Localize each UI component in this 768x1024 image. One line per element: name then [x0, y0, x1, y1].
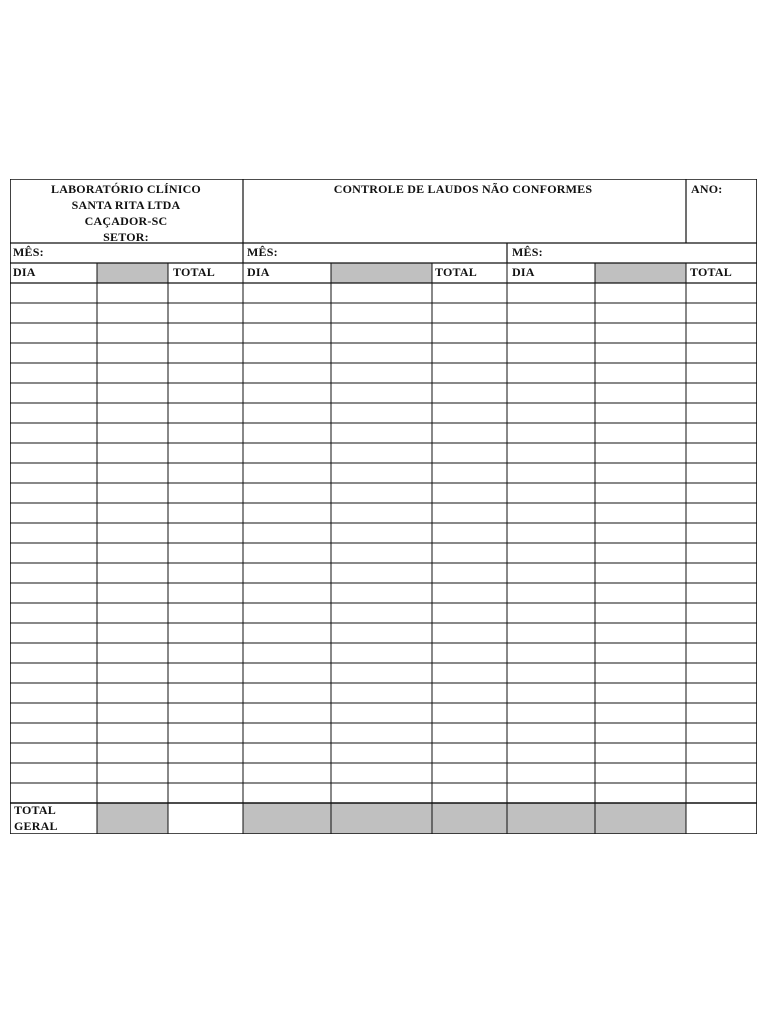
total-header-1: TOTAL — [173, 265, 215, 279]
mes-label-3: MÊS: — [512, 245, 543, 259]
form-title: CONTROLE DE LAUDOS NÃO CONFORMES — [333, 182, 593, 196]
lab-name-line-1: LABORATÓRIO CLÍNICO — [51, 182, 201, 196]
lab-city: CAÇADOR-SC — [84, 214, 168, 228]
shaded-header-cell-2 — [331, 263, 432, 283]
lab-name-line-2: SANTA RITA LTDA — [71, 198, 181, 212]
dia-header-2: DIA — [247, 265, 270, 279]
nonconforming-reports-form — [10, 179, 757, 834]
shaded-header-cell-3 — [595, 263, 686, 283]
total-header-3: TOTAL — [690, 265, 732, 279]
ano-label: ANO: — [691, 182, 723, 196]
mes-label-1: MÊS: — [13, 245, 44, 259]
form-grid — [10, 179, 757, 834]
shaded-total-cell-2 — [243, 803, 507, 834]
setor-label: SETOR: — [103, 230, 149, 244]
shaded-total-cell-1 — [97, 803, 168, 834]
dia-header-1: DIA — [13, 265, 36, 279]
shaded-header-cell-1 — [97, 263, 168, 283]
shaded-total-cell-3 — [507, 803, 686, 834]
total-header-2: TOTAL — [435, 265, 477, 279]
total-geral-line-1: TOTAL — [14, 803, 56, 817]
total-geral-line-2: GERAL — [14, 819, 58, 833]
dia-header-3: DIA — [512, 265, 535, 279]
mes-label-2: MÊS: — [247, 245, 278, 259]
